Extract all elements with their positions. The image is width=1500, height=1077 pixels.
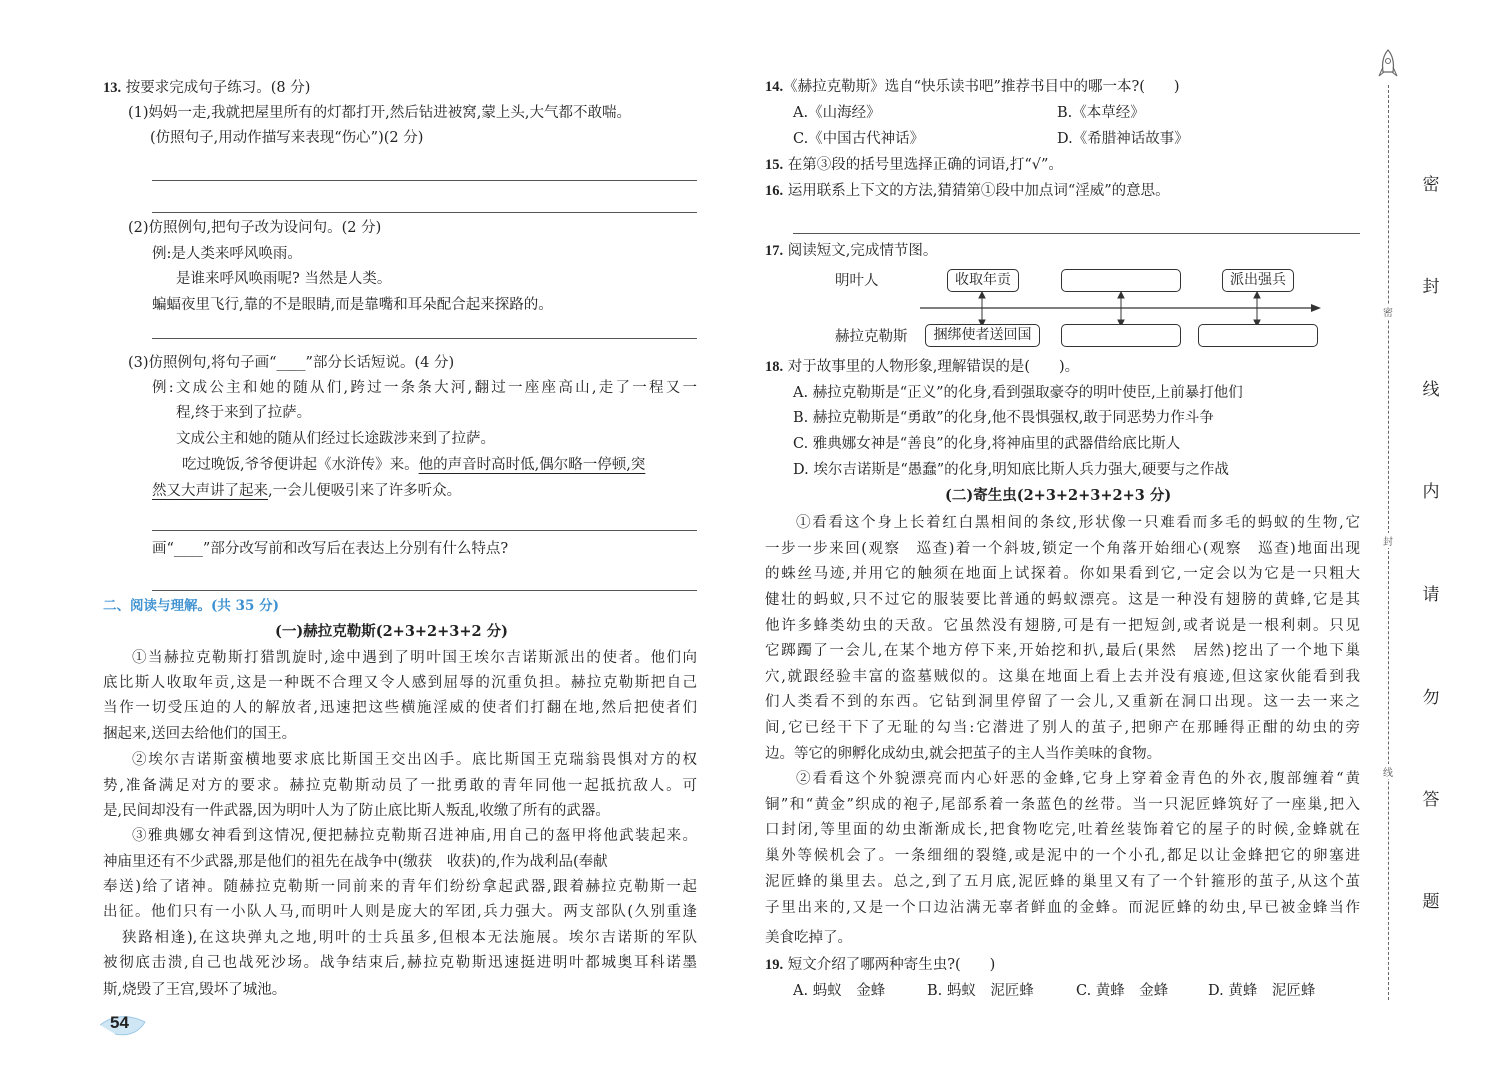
answer-line[interactable]	[152, 590, 697, 591]
margin-char: 密	[1422, 175, 1440, 195]
q13-part1-requirement: (仿照句子,用动作描写来表现“伤心”)(2 分)	[150, 130, 424, 146]
q13-part1: (1)妈妈一走,我就把屋里所有的灯都打开,然后钻进被窝,蒙上头,大气都不敢喘。	[128, 105, 631, 121]
q13-part3-example3: 文成公主和她的随从们经过长途跋涉来到了拉萨。	[176, 431, 495, 447]
q19-option-a[interactable]: A. 蚂蚁 金蜂	[793, 983, 886, 999]
q19-option-d[interactable]: D. 黄蜂 泥匠蜂	[1208, 983, 1316, 999]
margin-char: 请	[1422, 585, 1440, 605]
diagram-row-label: 赫拉克勒斯	[835, 329, 908, 345]
margin-small-char: 封	[1381, 533, 1395, 548]
passage2-line: 们人类看不到的东西。它钻到洞里停留了一会儿,又重新在洞口出现。这一去一来之	[765, 694, 1360, 710]
q16: 16. 运用联系上下文的方法,猜猜第①段中加点词“淫威”的意思。	[765, 183, 1170, 199]
underlined-text: 然又大声讲了起来	[152, 483, 268, 499]
passage2-line: 的蛛丝马迹,并用它的触须在地面上试探着。你如果看到它,一定会以为它是一只粗大	[765, 566, 1360, 582]
q14-option-a[interactable]: A.《山海经》	[793, 105, 881, 121]
passage2-line: 美食吃掉了。	[765, 930, 852, 946]
q13-part3-sentence-cont: 然又大声讲了起来,一会儿便吸引来了许多听众。	[152, 483, 462, 499]
q13-part3-example2: 程,终于来到了拉萨。	[176, 405, 312, 421]
passage1-line: 斯,烧毁了王宫,毁坏了城池。	[103, 982, 287, 998]
passage1-line: 被彻底击溃,自己也战死沙场。战争结束后,赫拉克勒斯迅速挺进明叶都城奥耳科诺墨	[103, 955, 697, 971]
q18-option-d[interactable]: D. 埃尔吉诺斯是“愚蠢”的化身,明知底比斯人兵力强大,硬要与之作战	[793, 462, 1229, 478]
passage1-line: ③雅典娜女神看到这情况,便把赫拉克勒斯召进神庙,用自己的盔甲将他武装起来。	[132, 828, 697, 844]
rocket-icon	[1376, 48, 1400, 84]
passage2-line: 子里出来的,又是一个口边沾满无辜者鲜血的金蜂。而泥匠蜂的幼虫,早已被金蜂当作	[765, 900, 1360, 916]
answer-line[interactable]	[793, 233, 1360, 234]
q19: 19. 短文介绍了哪两种寄生虫?( )	[765, 957, 996, 973]
passage2-line: 口封闭,等里面的幼虫渐渐成长,把食物吃完,吐着丝装饰着它的屋子的时候,金蜂就在	[765, 822, 1360, 838]
timeline-arrow	[915, 292, 1335, 328]
q14: 14.《赫拉克勒斯》选自“快乐读书吧”推荐书目中的哪一本?( )	[765, 79, 1180, 95]
passage2-line: 边。等它的卵孵化成幼虫,就会把茧子的主人当作美味的食物。	[765, 746, 1162, 762]
margin-char: 答	[1422, 790, 1440, 810]
plot-box: 收取年贡	[947, 269, 1019, 292]
passage1-title: (一)赫拉克勒斯(2+3+2+3+2 分)	[275, 623, 509, 640]
passage2-line: ①看看这个身上长着红白黑相间的条纹,形状像一只难看而多毛的蚂蚁的生物,它	[796, 515, 1360, 531]
q13-part3: (3)仿照例句,将句子画“____”部分长话短说。(4 分)	[128, 355, 455, 371]
margin-char: 线	[1422, 380, 1440, 400]
plot-box-blank[interactable]	[1061, 269, 1181, 292]
q13-part3-example1: 例:文成公主和她的随从们,跨过一条条大河,翻过一座座高山,走了一程又一	[152, 380, 697, 396]
passage2-title: (二)寄生虫(2+3+2+3+2+3 分)	[945, 487, 1172, 504]
passage2-line: 他许多蜂类幼虫的天敌。它虽然没有翅膀,可是有一把短剑,或者说是一根利刺。只见	[765, 618, 1360, 634]
q13-title: 13. 按要求完成句子练习。(8 分)	[103, 80, 311, 96]
passage1-line: 是,民间却没有一件武器,因为明叶人为了防止底比斯人叛乱,收缴了所有的武器。	[103, 803, 610, 819]
q13-part2: (2)仿照例句,把句子改为设问句。(2 分)	[128, 220, 382, 236]
q18: 18. 对于故事里的人物形象,理解错误的是( )。	[765, 359, 1080, 375]
q18-option-c[interactable]: C. 雅典娜女神是“善良”的化身,将神庙里的武器借给底比斯人	[793, 436, 1181, 452]
q19-option-b[interactable]: B. 蚂蚁 泥匠蜂	[927, 983, 1034, 999]
passage2-line: 一步一步来回(观察 巡查)着一个斜坡,锁定一个角落开始细心(观察 巡查)地面出现	[765, 541, 1360, 557]
q14-option-c[interactable]: C.《中国古代神话》	[793, 131, 925, 147]
passage1-line: 捆起来,送回去给他们的国王。	[103, 726, 297, 742]
passage1-line: 神庙里还有不少武器,那是他们的祖先在战争中(缴获 收获)的,作为战利品(奉献	[103, 854, 608, 870]
q14-option-b[interactable]: B.《本草经》	[1057, 105, 1145, 121]
margin-small-char: 密	[1381, 304, 1395, 319]
passage2-line: ②看看这个外貌漂亮而内心奸恶的金蜂,它身上穿着金青色的外衣,腹部缠着“黄	[796, 771, 1360, 787]
passage1-line: ②埃尔吉诺斯蛮横地要求底比斯国王交出凶手。底比斯国王克瑞翁畏惧对方的权	[132, 752, 697, 768]
q15: 15. 在第③段的括号里选择正确的词语,打“√”。	[765, 157, 1063, 173]
plot-box-blank[interactable]	[1061, 324, 1181, 347]
passage2-line: 间,它已经干下了无耻的勾当:它潜进了别人的茧子,把卵产在那睡得正酣的幼虫的旁	[765, 720, 1360, 736]
q18-option-b[interactable]: B. 赫拉克勒斯是“勇敢”的化身,他不畏惧强权,敢于同恶势力作斗争	[793, 410, 1214, 426]
margin-char: 题	[1422, 892, 1440, 912]
underlined-text: 他的声音时高时低,偶尔略一停顿,突	[418, 457, 646, 473]
passage1-line: ①当赫拉克勒斯打猎凯旋时,途中遇到了明叶国王埃尔吉诺斯派出的使者。他们向	[132, 650, 697, 666]
passage2-line: 泥匠蜂的巢里去。总之,到了五月底,泥匠蜂的巢里又有了一个针箍形的茧子,从这个茧	[765, 874, 1360, 890]
q18-option-a[interactable]: A. 赫拉克勒斯是“正义”的化身,看到强取豪夺的明叶使臣,上前暴打他们	[793, 385, 1243, 401]
answer-line[interactable]	[152, 338, 697, 339]
margin-char: 勿	[1422, 688, 1440, 708]
passage2-line: 铜”和“黄金”织成的袍子,尾部系着一条蓝色的丝带。当一只泥匠蜂筑好了一座巢,把入	[765, 797, 1360, 813]
answer-line[interactable]	[152, 180, 697, 181]
q13-part2-example2: 是谁来呼风唤雨呢? 当然是人类。	[176, 271, 392, 287]
passage2-line: 健壮的蚂蚁,只不过它的服装要比普通的蚂蚁漂亮。这是一种没有翅膀的黄蜂,它是其	[765, 592, 1360, 608]
margin-small-char: 线	[1381, 764, 1395, 779]
passage1-line: 出征。他们只有一小队人马,而明叶人则是庞大的军团,兵力强大。两支部队(久别重逢	[103, 904, 697, 920]
q19-option-c[interactable]: C. 黄蜂 金蜂	[1076, 983, 1169, 999]
passage1-line: 狭路相逢),在这块弹丸之地,明叶的士兵虽多,但根本无法施展。埃尔吉诺斯的军队	[122, 930, 697, 946]
section-heading: 二、阅读与理解。(共 35 分)	[103, 598, 279, 614]
plot-box-blank[interactable]	[1198, 324, 1318, 347]
passage1-line: 奉送)给了诸神。随赫拉克勒斯一同前来的青年们纷纷拿起武器,跟着赫拉克勒斯一起	[103, 879, 697, 895]
q13-part3-sentence: 吃过晚饭,爷爷便讲起《水浒传》来。他的声音时高时低,偶尔略一停顿,突	[182, 457, 646, 473]
passage1-line: 势,准备满足对方的要求。赫拉克勒斯动员了一批勇敢的青年同他一起抵抗敌人。可	[103, 778, 697, 794]
q14-option-d[interactable]: D.《希腊神话故事》	[1057, 131, 1189, 147]
passage2-line: 穴,就跟经验丰富的盗墓贼似的。这巢在地面上看上去并没有痕迹,但这家伙能看到我	[765, 669, 1360, 685]
q13-part2-example1: 例:是人类来呼风唤雨。	[152, 246, 302, 262]
answer-line[interactable]	[152, 530, 697, 531]
q13-part3-question: 画“____”部分改写前和改写后在表达上分别有什么特点?	[152, 541, 509, 557]
passage1-line: 底比斯人收取年贡,这是一种既不合理又令人感到屈辱的沉重负担。赫拉克勒斯把自己	[103, 675, 697, 691]
passage2-line: 巢外等候机会了。一条细细的裂缝,或是泥中的一个小孔,都足以让金蜂把它的卵塞进	[765, 848, 1360, 864]
page-number: 54	[110, 1013, 129, 1032]
answer-line[interactable]	[152, 212, 697, 213]
margin-char: 内	[1422, 482, 1440, 502]
plot-box: 捆绑使者送回国	[925, 324, 1040, 347]
diagram-row-label: 明叶人	[835, 273, 879, 289]
q13-part2-sentence: 蝙蝠夜里飞行,靠的不是眼睛,而是靠嘴和耳朵配合起来探路的。	[152, 297, 553, 313]
margin-char: 封	[1422, 277, 1440, 297]
plot-box: 派出强兵	[1222, 269, 1294, 292]
passage1-line: 当作一切受压迫的人的解放者,迅速把这些横施淫威的使者们打翻在地,然后把使者们	[103, 700, 697, 716]
passage2-line: 它踯躅了一会儿,在某个地方停下来,开始挖和扒,最后(果然 居然)挖出了一个地下巢	[765, 643, 1360, 659]
q17: 17. 阅读短文,完成情节图。	[765, 243, 938, 259]
